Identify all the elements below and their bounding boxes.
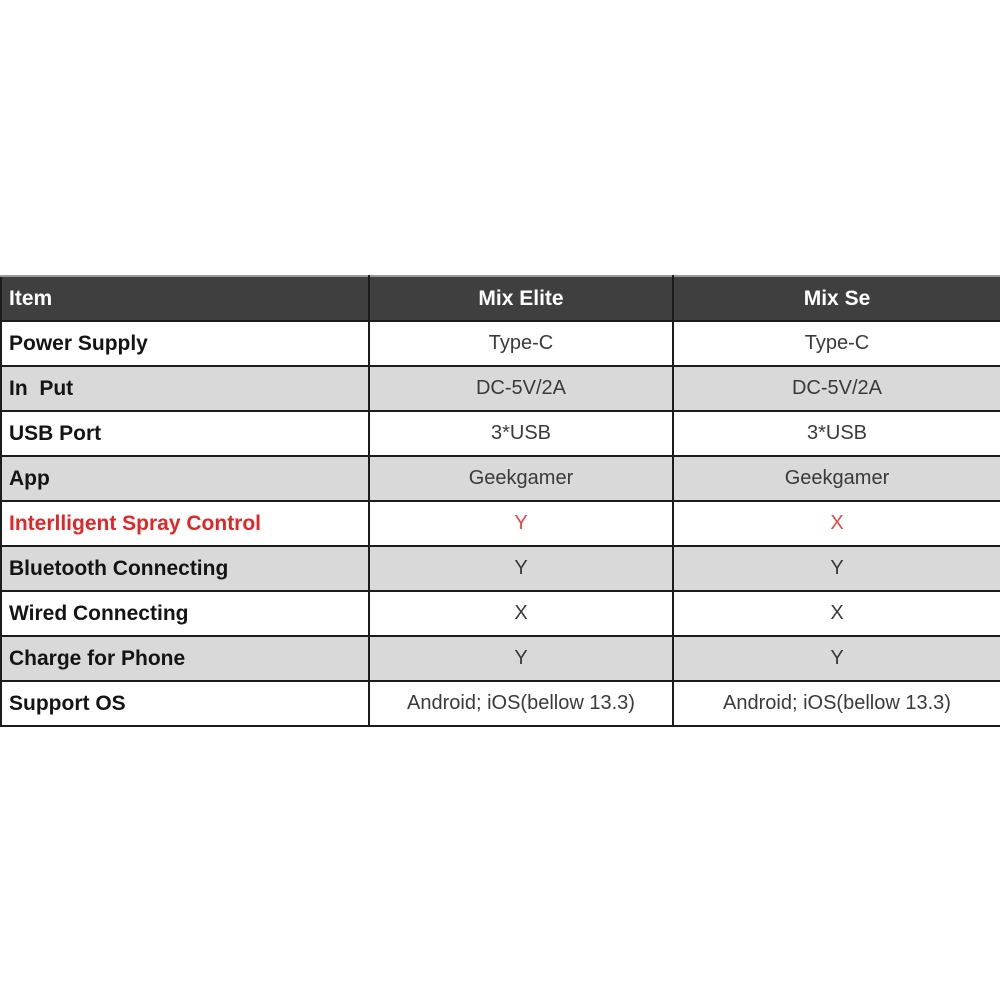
table-row bbox=[1, 456, 1000, 501]
table-row bbox=[1, 546, 1000, 591]
item-cell: Power Supply bbox=[1, 321, 369, 366]
table-row bbox=[1, 591, 1000, 636]
item-cell: In Put bbox=[1, 366, 369, 411]
comparison-table bbox=[0, 275, 1000, 727]
value-cell-mix-elite: Geekgamer bbox=[369, 456, 673, 501]
value-cell-mix-se: X bbox=[673, 501, 1000, 546]
table-row bbox=[1, 681, 1000, 726]
value-cell-mix-se: Y bbox=[673, 636, 1000, 681]
value-cell-mix-se: DC-5V/2A bbox=[673, 366, 1000, 411]
table-body bbox=[1, 321, 1000, 726]
table-row bbox=[1, 366, 1000, 411]
header-cell-item: Item bbox=[1, 276, 369, 321]
item-cell: USB Port bbox=[1, 411, 369, 456]
header-cell-mix-elite: Mix Elite bbox=[369, 276, 673, 321]
header-cell-mix-se: Mix Se bbox=[673, 276, 1000, 321]
value-cell-mix-se: Type-C bbox=[673, 321, 1000, 366]
item-cell: Wired Connecting bbox=[1, 591, 369, 636]
value-cell-mix-elite: Y bbox=[369, 546, 673, 591]
item-cell: Interlligent Spray Control bbox=[1, 501, 369, 546]
table-row bbox=[1, 636, 1000, 681]
value-cell-mix-elite: X bbox=[369, 591, 673, 636]
value-cell-mix-elite: 3*USB bbox=[369, 411, 673, 456]
value-cell-mix-elite: Android; iOS(bellow 13.3) bbox=[369, 681, 673, 726]
value-cell-mix-elite: Type-C bbox=[369, 321, 673, 366]
value-cell-mix-se: Y bbox=[673, 546, 1000, 591]
value-cell-mix-se: Android; iOS(bellow 13.3) bbox=[673, 681, 1000, 726]
table-row bbox=[1, 321, 1000, 366]
value-cell-mix-elite: Y bbox=[369, 501, 673, 546]
item-cell: Support OS bbox=[1, 681, 369, 726]
value-cell-mix-se: Geekgamer bbox=[673, 456, 1000, 501]
table-row bbox=[1, 501, 1000, 546]
value-cell-mix-elite: Y bbox=[369, 636, 673, 681]
header-row bbox=[1, 276, 1000, 321]
item-cell: App bbox=[1, 456, 369, 501]
item-cell: Charge for Phone bbox=[1, 636, 369, 681]
table-header bbox=[1, 276, 1000, 321]
value-cell-mix-elite: DC-5V/2A bbox=[369, 366, 673, 411]
table-row bbox=[1, 411, 1000, 456]
value-cell-mix-se: X bbox=[673, 591, 1000, 636]
item-cell: Bluetooth Connecting bbox=[1, 546, 369, 591]
value-cell-mix-se: 3*USB bbox=[673, 411, 1000, 456]
